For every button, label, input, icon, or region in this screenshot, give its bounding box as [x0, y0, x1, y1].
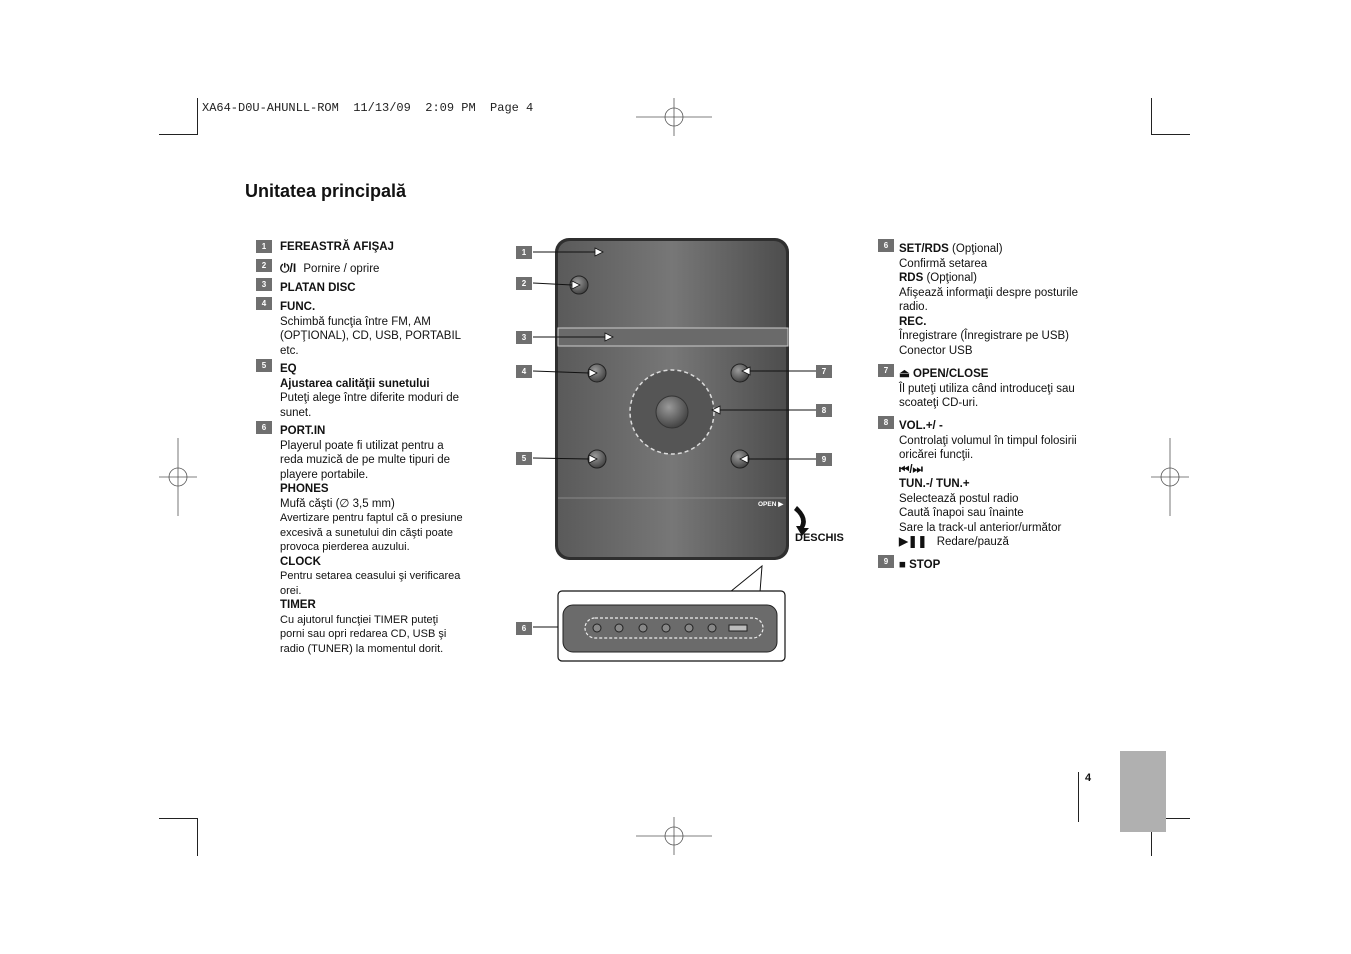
r-label: REC.: [899, 315, 927, 328]
side-button: [615, 624, 623, 632]
r-label: ⏏ OPEN/CLOSE: [899, 368, 989, 380]
zoom-pointer: [730, 566, 762, 592]
page-number-rule: [1078, 772, 1079, 822]
device-illustration: [500, 230, 860, 670]
item-text: etc.: [280, 344, 299, 357]
clock-label: CLOCK: [280, 555, 321, 568]
item-sublabel: Ajustarea calităţii sunetului: [280, 377, 430, 390]
item-text: playere portabile.: [280, 468, 369, 481]
r-text: (Opţional): [948, 243, 1003, 255]
item-text: reda muzică de pe multe tipuri de: [280, 454, 451, 466]
item-text: Schimbă funcţia între FM, AM: [280, 315, 431, 328]
side-button: [662, 624, 670, 632]
r-text: oricărei funcţii.: [899, 449, 974, 461]
r-text: Sare la track-ul anterior/următor: [899, 521, 1062, 534]
item-1: [280, 240, 394, 255]
timer-label: TIMER: [280, 599, 316, 611]
r-label: SET/RDS: [899, 243, 949, 255]
item-6: [280, 424, 490, 656]
callout-5: 5: [516, 452, 532, 465]
item-r7: [899, 367, 1075, 411]
item-r9: [899, 558, 940, 573]
callout-3: 3: [516, 331, 532, 344]
item-label: Pornire / oprire: [303, 263, 380, 275]
deschis-label: DESCHIS: [795, 532, 844, 544]
r-label: TUN.-/ TUN.+: [899, 478, 970, 490]
item-3: [280, 281, 356, 296]
callout-8: 8: [816, 404, 832, 417]
item-text: excesivă a sunetului din căşti poate: [280, 526, 454, 539]
r-text: Redare/pauză: [927, 536, 1009, 548]
play-pause-icon: ▶❚❚: [899, 536, 928, 548]
side-button: [685, 624, 693, 632]
callout-4: 4: [516, 365, 532, 378]
usb-port: [729, 625, 747, 631]
open-label: OPEN ▶: [758, 501, 784, 508]
item-text: Pentru setarea ceasului şi verificarea: [280, 570, 461, 582]
r-text: Conector USB: [899, 344, 973, 357]
item-label: EQ: [280, 363, 297, 375]
callout-1: 1: [516, 246, 532, 259]
item-number: 8: [878, 416, 894, 429]
item-text: porni sau opri redarea CD, USB şi: [280, 628, 447, 640]
r-text: Afişează informaţii despre posturile: [899, 286, 1078, 299]
item-r6: [899, 242, 1078, 358]
print-header: XA64-D0U-AHUNLL-ROM 11/13/09 2:09 PM Page 4: [202, 101, 534, 115]
item-number: 2: [256, 259, 272, 272]
r-text: Caută înapoi sau înainte: [899, 507, 1024, 519]
r-text: (Opţional): [923, 272, 977, 284]
item-number: 4: [256, 297, 272, 310]
item-label: PORT.IN: [280, 425, 326, 437]
item-text: Cu ajutorul funcţiei TIMER puteţi: [280, 613, 439, 626]
page-number: 4: [1085, 772, 1092, 784]
item-number: 7: [878, 364, 894, 377]
skip-icons: ⏮/⏭: [899, 463, 923, 476]
item-number: 9: [878, 555, 894, 568]
item-2: [280, 261, 379, 277]
r-text: Îl puteţi utiliza când introduceţi sau: [899, 382, 1075, 395]
callout-7: 7: [816, 365, 832, 378]
item-text: provoca pierderea auzului.: [280, 541, 410, 553]
phones-label: PHONES: [280, 483, 329, 495]
r-text: Confirmă setarea: [899, 257, 988, 270]
item-text: sunet.: [280, 406, 312, 419]
section-tab: [1120, 751, 1166, 832]
volume-knob: [656, 396, 688, 428]
item-number: 6: [878, 239, 894, 252]
item-text: (OPŢIONAL), CD, USB, PORTABIL: [280, 330, 462, 342]
item-number: 6: [256, 421, 272, 434]
r-text: Controlaţi volumul în timpul folosirii: [899, 434, 1077, 447]
callout-9: 9: [816, 453, 832, 466]
item-text: orei.: [280, 584, 302, 597]
item-label: PLATAN DISC: [280, 282, 356, 294]
item-number: 1: [256, 240, 272, 253]
item-text: Mufă căşti (∅ 3,5 mm): [280, 497, 395, 510]
r-label: RDS: [899, 272, 924, 284]
side-button: [708, 624, 716, 632]
item-4: [280, 300, 461, 358]
r-text: Selectează postul radio: [899, 492, 1019, 505]
page-title: Unitatea principală: [245, 181, 407, 201]
item-text: Playerul poate fi utilizat pentru a: [280, 439, 444, 452]
item-text: Puteţi alege între diferite moduri de: [280, 392, 459, 404]
callout-6: 6: [516, 622, 532, 635]
phones-jack: [593, 624, 601, 632]
r-text: radio.: [899, 301, 928, 313]
item-5: [280, 362, 459, 420]
item-number: 3: [256, 278, 272, 291]
r-label: VOL.+/ -: [899, 420, 943, 432]
item-r8: [899, 419, 1077, 550]
item-label: FEREASTRĂ AFIŞAJ: [280, 241, 394, 253]
callout-2: 2: [516, 277, 532, 290]
item-number: 5: [256, 359, 272, 372]
power-icon: ⏻/I: [280, 261, 297, 275]
r-text: Înregistrare (Înregistrare pe USB): [899, 330, 1070, 342]
r-label: ■ STOP: [899, 559, 941, 571]
item-label: FUNC.: [280, 301, 316, 313]
item-text: radio (TUNER) la momentul dorit.: [280, 642, 444, 655]
side-button: [639, 624, 647, 632]
item-text: Avertizare pentru faptul că o presiune: [280, 512, 463, 524]
r-text: scoateţi CD-uri.: [899, 397, 979, 409]
